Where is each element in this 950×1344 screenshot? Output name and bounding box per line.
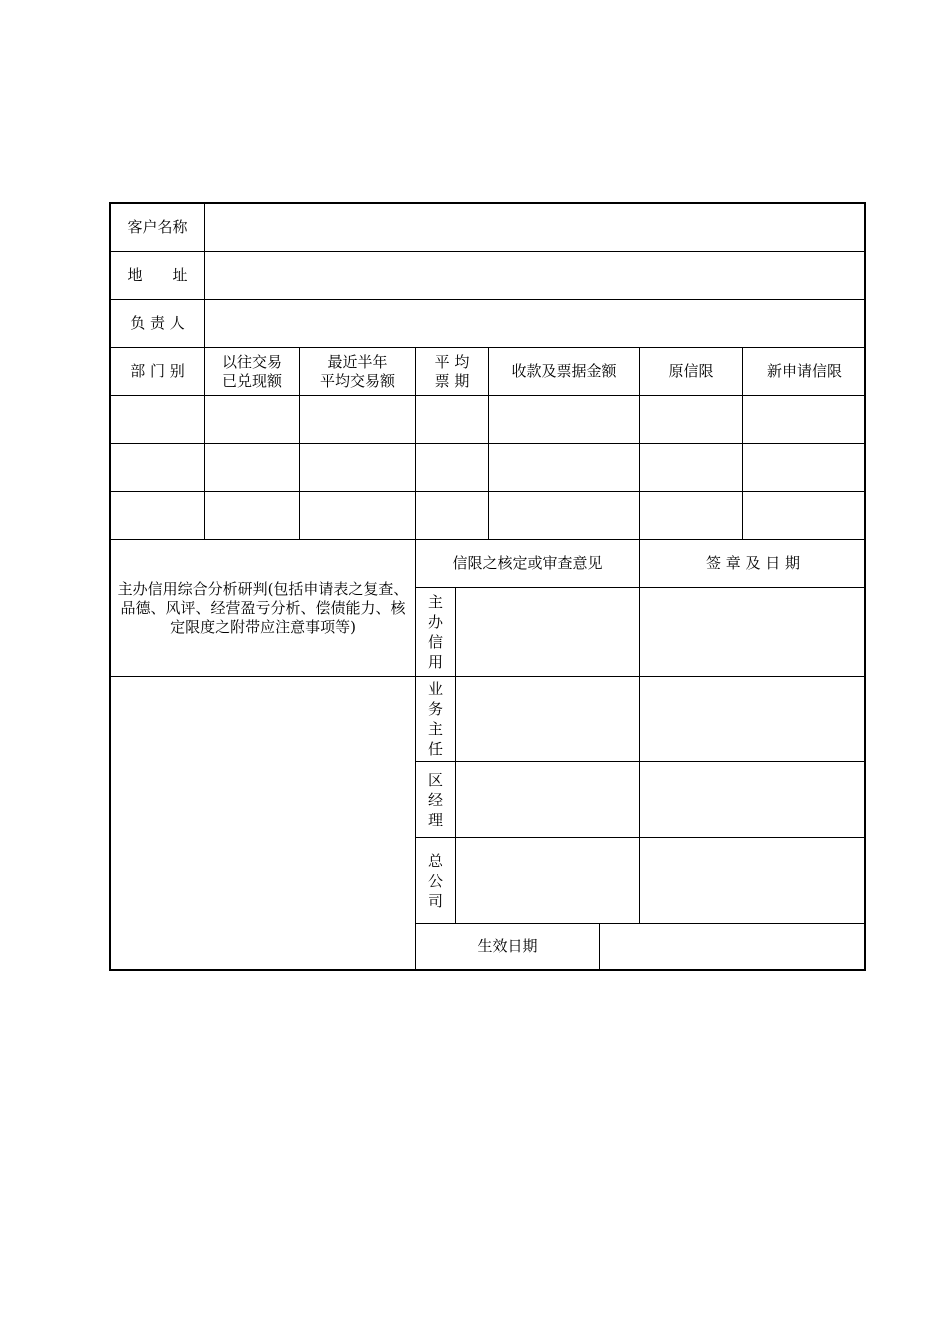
signature-field[interactable] bbox=[640, 588, 866, 676]
signature-field[interactable] bbox=[640, 677, 866, 761]
opinion-field[interactable] bbox=[456, 588, 639, 676]
reviewer-credit-officer: 主 办 信 用 bbox=[427, 593, 443, 671]
reviewer-district-manager: 区 经 理 bbox=[427, 770, 443, 829]
table-row[interactable] bbox=[111, 492, 864, 539]
table-row[interactable] bbox=[111, 396, 864, 443]
analysis-field[interactable] bbox=[111, 677, 415, 969]
address-field[interactable] bbox=[205, 252, 864, 299]
header-half-year-average: 最近半年 平均交易额 bbox=[319, 352, 395, 390]
reviewer-head-office: 总 公 司 bbox=[427, 851, 443, 910]
opinion-field[interactable] bbox=[456, 838, 639, 923]
effective-date-label: 生效日期 bbox=[477, 937, 538, 955]
signature-field[interactable] bbox=[640, 762, 866, 837]
person-in-charge-field[interactable] bbox=[205, 300, 864, 347]
opinion-field[interactable] bbox=[456, 677, 639, 761]
opinion-header: 信限之核定或审查意见 bbox=[452, 554, 603, 572]
header-past-cashed: 以往交易 已兑现额 bbox=[221, 352, 282, 390]
reviewer-business-director: 业 务 主 任 bbox=[427, 680, 443, 758]
signature-header: 签 章 及 日 期 bbox=[705, 554, 801, 572]
customer-name-label: 客户名称 bbox=[127, 218, 188, 236]
person-in-charge-label: 负 责 人 bbox=[130, 314, 185, 332]
opinion-field[interactable] bbox=[456, 762, 639, 837]
header-original-limit: 原信限 bbox=[668, 362, 714, 380]
credit-application-form bbox=[109, 202, 866, 971]
header-receipts-amount: 收款及票据金额 bbox=[511, 362, 617, 380]
effective-date-field[interactable] bbox=[600, 924, 866, 969]
customer-name-field[interactable] bbox=[205, 204, 864, 251]
signature-field[interactable] bbox=[640, 838, 866, 923]
header-new-limit: 新申请信限 bbox=[766, 362, 842, 380]
analysis-label: 主办信用综合分析研判(包括申请表之复查、品德、风评、经营盈亏分析、偿债能力、核定限度之附带应注意事项等) bbox=[117, 579, 409, 636]
table-row[interactable] bbox=[111, 444, 864, 491]
header-department: 部 门 别 bbox=[130, 362, 185, 380]
header-average-bill-term: 平 均 票 期 bbox=[434, 352, 470, 390]
address-label: 地 址 bbox=[127, 266, 188, 284]
